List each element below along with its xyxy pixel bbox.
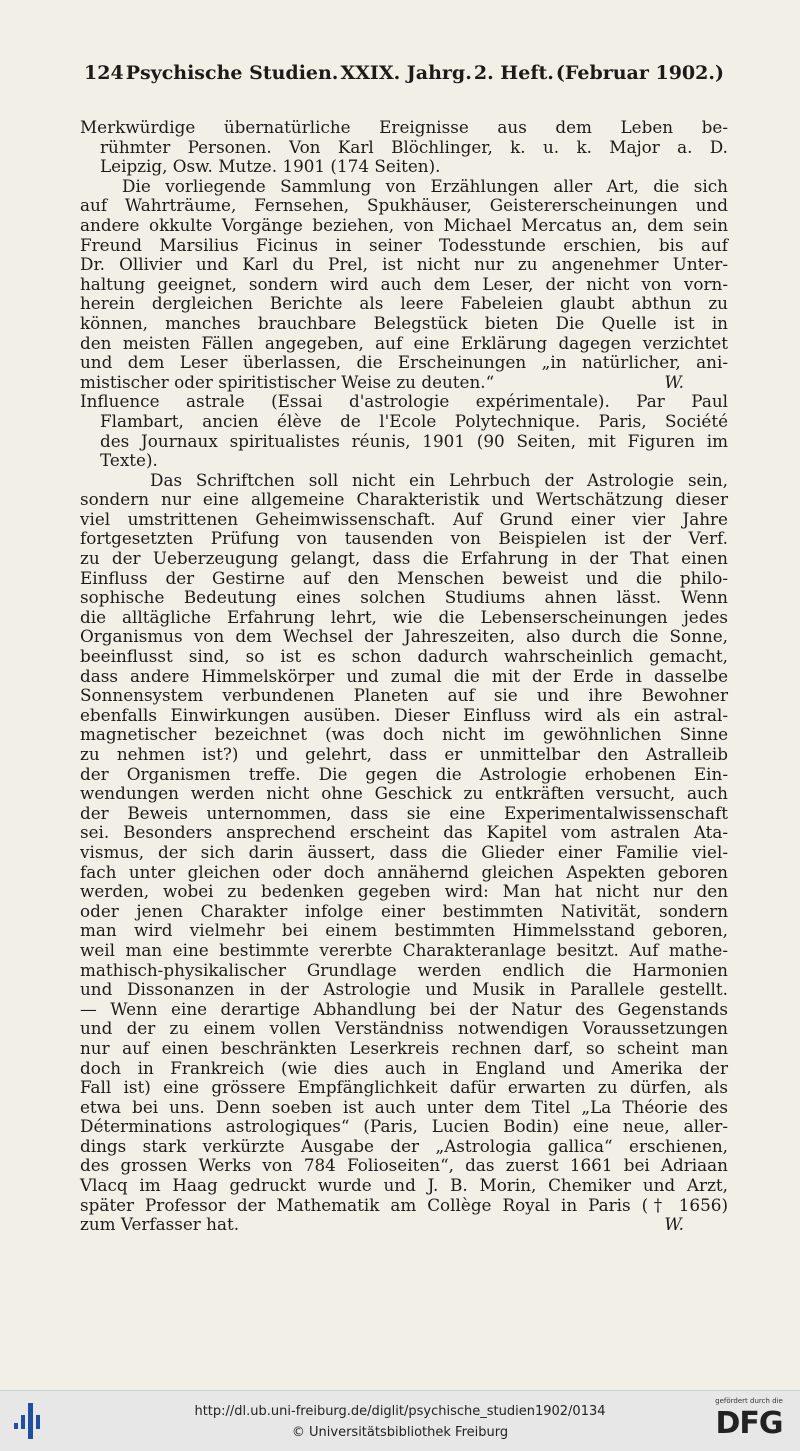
review-2-line: vismus, der sich darin äussert, dass die Glieder einer Familie viel- bbox=[80, 841, 728, 862]
review-1-signature: W. bbox=[664, 371, 684, 392]
review-1-line: mistischer oder spiritistischer Weise zu deuten.“ bbox=[80, 371, 495, 392]
viewer-footer bbox=[0, 1390, 800, 1451]
dfg-logo-text: DFG bbox=[715, 1406, 783, 1441]
dfg-caption: gefördert durch die bbox=[715, 1397, 783, 1405]
review-1-line: auf Wahrträume, Fernsehen, Spukhäuser, Geistererscheinungen und bbox=[80, 195, 728, 216]
review-1-line: Dr. Ollivier und Karl du Prel, ist nicht nur zu angenehmer Unter- bbox=[80, 254, 728, 275]
review-1-last-line bbox=[80, 373, 728, 393]
review-2-line: etwa bei uns. Denn soeben ist auch unter dem Titel „La Théorie des bbox=[80, 1096, 728, 1117]
review-2-line: Sonnensystem verbundenen Planeten auf sie und ihre Bewohner bbox=[80, 685, 728, 706]
review-2-line: doch in Frankreich (wie dies auch in England und Amerika der bbox=[80, 1057, 728, 1078]
review-2-line: werden, wobei zu bedenken gegeben wird: Man hat nicht nur den bbox=[80, 881, 728, 902]
review-2-last-line bbox=[80, 1215, 728, 1235]
review-2-line: ebenfalls Einwirkungen ausüben. Dieser Einfluss wird als ein astral- bbox=[80, 704, 728, 725]
review-2-line: Fall ist) eine grössere Empfänglichkeit dafür erwarten zu dürfen, als bbox=[80, 1077, 728, 1098]
page-body bbox=[80, 118, 728, 1235]
page-number: 124 bbox=[84, 62, 124, 84]
review-2-line: Organismus von dem Wechsel der Jahreszeiten, also durch die Sonne, bbox=[80, 626, 728, 647]
review-2-line: zu der Ueberzeugung gelangt, dass die Erfahrung in der That einen bbox=[80, 548, 728, 569]
review-1-line: können, manches brauchbare Belegstück bieten Die Quelle ist in bbox=[80, 312, 728, 333]
review-2-line: des Journaux spiritualistes réunis, 1901 (90 Seiten, mit Figuren im bbox=[100, 430, 728, 451]
review-2-line: Flambart, ancien élève de l'Ecole Polytechnique. Paris, Société bbox=[100, 410, 728, 431]
copyright-notice: © Universitätsbibliothek Freiburg bbox=[291, 1425, 509, 1440]
review-2-line: dass andere Himmelskörper und zumal die mit der Erde in dasselbe bbox=[80, 665, 728, 686]
review-1-line: Leipzig, Osw. Mutze. 1901 (174 Seiten). bbox=[100, 156, 441, 177]
review-2-line: oder jenen Charakter infolge einer bestimmten Nativität, sondern bbox=[80, 900, 728, 921]
review-2-line: zum Verfasser hat. bbox=[80, 1214, 240, 1235]
review-2-line: die alltägliche Erfahrung lehrt, wie die Lebenserscheinungen jedes bbox=[80, 606, 728, 627]
review-1-line: und dem Leser überlassen, die Erscheinungen „in natürlicher, ani- bbox=[80, 352, 728, 373]
review-2-line: und der zu einem vollen Verständniss notwendigen Voraussetzungen bbox=[80, 1018, 728, 1039]
review-2-line: wendungen werden nicht ohne Geschick zu entkräften versucht, auch bbox=[80, 783, 728, 804]
review-2-line: fach unter gleichen oder doch annähernd gleichen Aspekten geboren bbox=[80, 861, 728, 882]
review-2-line: dings stark verkürzte Ausgabe der „Astrologia gallica“ erschienen, bbox=[80, 1135, 728, 1156]
review-2-line: sophische Bedeutung eines solchen Studiums ahnen lässt. Wenn bbox=[80, 587, 728, 608]
journal-title: Psychische Studien. bbox=[125, 62, 339, 84]
review-1-line: Die vorliegende Sammlung von Erzählungen aller Art, die sich bbox=[122, 175, 728, 196]
issue: 2. Heft. bbox=[473, 62, 554, 84]
review-2-line: fortgesetzten Prüfung von tausenden von Beispielen ist der Verf. bbox=[80, 528, 728, 549]
review-2-line: — Wenn eine derartige Abhandlung bei der Natur des Gegenstands bbox=[80, 998, 728, 1019]
review-2-line: viel umstrittenen Geheimwissenschaft. Auf Grund einer vier Jahre bbox=[80, 508, 728, 529]
review-2-signature: W. bbox=[664, 1214, 684, 1235]
review-1-line: haltung geeignet, sondern wird auch dem Leser, der nicht von vorn- bbox=[80, 273, 728, 294]
review-1-line: andere okkulte Vorgänge beziehen, von Michael Mercatus an, dem sein bbox=[80, 214, 728, 235]
review-2-line: Vlacq im Haag gedruckt wurde und J. B. Morin, Chemiker und Arzt, bbox=[80, 1175, 728, 1196]
review-2-line: später Professor der Mathematik am Collège Royal in Paris († 1656) bbox=[80, 1194, 728, 1215]
review-2-line: Das Schriftchen soll nicht ein Lehrbuch der Astrologie sein, bbox=[150, 469, 728, 490]
review-2-line: Déterminations astrologiques“ (Paris, Lucien Bodin) eine neue, aller- bbox=[80, 1116, 728, 1137]
review-2-line: man wird vielmehr bei einem bestimmten Himmelsstand geboren, bbox=[80, 920, 728, 941]
review-2-line: weil man eine bestimmte vererbte Charakteranlage besitzt. Auf mathe- bbox=[80, 939, 728, 960]
review-1-line: rühmter Personen. Von Karl Blöchlinger, k. u. k. Major a. D. bbox=[100, 136, 728, 157]
review-1-line: den meisten Fällen angegeben, auf eine Erklärung dagegen verzichtet bbox=[80, 332, 728, 353]
review-1-line: herein dergleichen Berichte als leere Fabeleien glaubt abthun zu bbox=[80, 293, 728, 314]
volume: XXIX. Jahrg. bbox=[340, 62, 472, 84]
review-2-line: sei. Besonders ansprechend erscheint das Kapitel vom astralen Ata- bbox=[80, 822, 728, 843]
review-2-line: Influence astrale (Essai d'astrologie expérimentale). Par Paul bbox=[80, 391, 728, 412]
review-1-line: Merkwürdige übernatürliche Ereignisse aus dem Leben be- bbox=[80, 117, 728, 137]
review-2-line: sondern nur eine allgemeine Charakteristik und Wertschätzung dieser bbox=[80, 489, 728, 510]
review-2-line: magnetischer bezeichnet (was doch nicht im gewöhnlichen Sinne bbox=[80, 724, 728, 745]
review-1 bbox=[80, 118, 728, 392]
review-2 bbox=[80, 392, 728, 1235]
review-1-line: Freund Marsilius Ficinus in seiner Todesstunde erschien, bis auf bbox=[80, 234, 728, 255]
review-2-line: mathisch-physikalischer Grundlage werden endlich die Harmonien bbox=[80, 959, 728, 980]
review-2-line: nur auf einen beschränkten Leserkreis rechnen darf, so scheint man bbox=[80, 1037, 728, 1058]
review-2-line: Einfluss der Gestirne auf den Menschen beweist und die philo- bbox=[80, 567, 728, 588]
review-2-line: zu nehmen ist?) und gelehrt, dass er unmittelbar den Astralleib bbox=[80, 744, 728, 764]
review-2-line: und Dissonanzen in der Astrologie und Musik in Parallele gestellt. bbox=[80, 979, 728, 1000]
dfg-logo[interactable] bbox=[708, 1397, 790, 1445]
review-2-line: der Beweis unternommen, dass sie eine Experimentalwissenschaft bbox=[80, 802, 728, 823]
issue-date: (Februar 1902.) bbox=[555, 62, 724, 84]
running-header bbox=[84, 62, 724, 84]
permalink-url[interactable]: http://dl.ub.uni-freiburg.de/diglit/psychische_studien1902/0134 bbox=[194, 1404, 606, 1419]
review-2-line: beeinflusst sind, so ist es schon dadurch wahrscheinlich gemacht, bbox=[80, 646, 728, 667]
review-2-line: Texte). bbox=[100, 450, 158, 471]
review-2-line: der Organismen treffe. Die gegen die Astrologie erhobenen Ein- bbox=[80, 763, 728, 784]
review-2-line: des grossen Werks von 784 Folioseiten“, das zuerst 1661 bei Adriaan bbox=[80, 1155, 728, 1176]
